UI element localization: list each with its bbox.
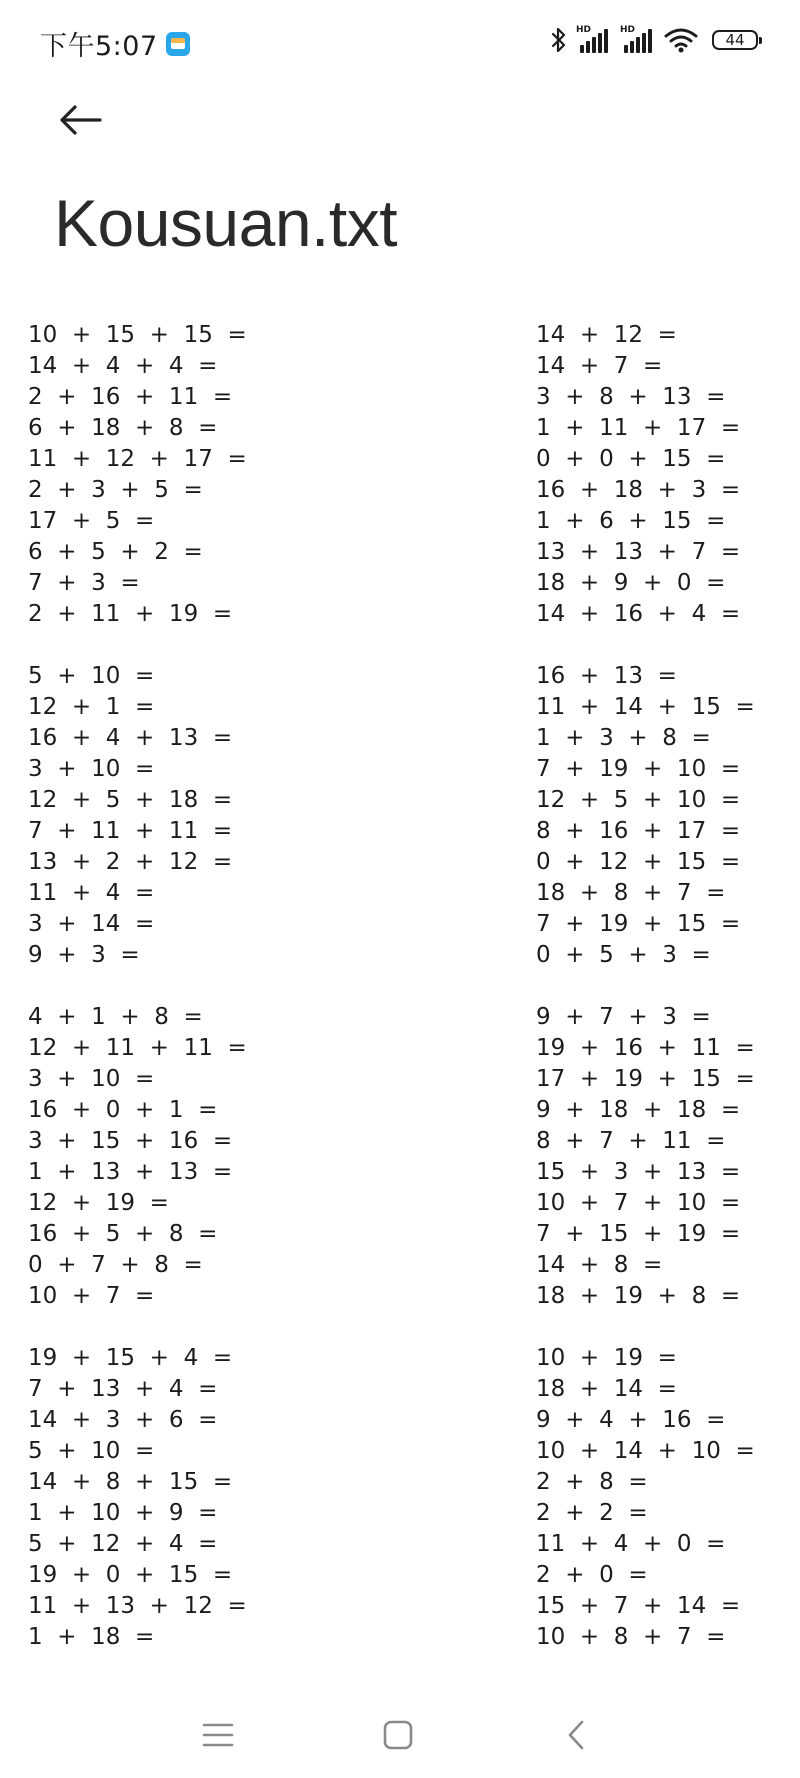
- menu-icon: [202, 1721, 234, 1749]
- problem-line: 16 + 4 + 13 =: [28, 725, 233, 751]
- wifi-icon: [664, 27, 698, 53]
- problem-line: 16 + 13 =: [536, 663, 677, 689]
- problem-line: 16 + 18 + 3 =: [536, 477, 741, 503]
- problem-line: 1 + 10 + 9 =: [28, 1500, 218, 1526]
- problem-line: 11 + 12 + 17 =: [28, 446, 247, 472]
- problem-line: 19 + 15 + 4 =: [28, 1345, 233, 1371]
- problem-line: 6 + 5 + 2 =: [28, 539, 203, 565]
- problem-line: 5 + 10 =: [28, 1438, 155, 1464]
- problem-line: 7 + 11 + 11 =: [28, 818, 233, 844]
- battery-icon: [712, 30, 758, 50]
- problem-line: 9 + 7 + 3 =: [536, 1004, 711, 1030]
- arrow-left-icon: [56, 102, 104, 138]
- blank-line: [28, 971, 247, 1002]
- bluetooth-icon: [550, 26, 568, 54]
- problem-line: 3 + 10 =: [28, 1066, 155, 1092]
- system-nav-bar: [0, 1690, 800, 1778]
- blank-line: [536, 630, 755, 661]
- problem-line: 15 + 7 + 14 =: [536, 1593, 741, 1619]
- problem-line: 10 + 7 + 10 =: [536, 1190, 741, 1216]
- problem-line: 18 + 19 + 8 =: [536, 1283, 741, 1309]
- problem-line: 14 + 12 =: [536, 322, 677, 348]
- problem-line: 12 + 5 + 10 =: [536, 787, 741, 813]
- problem-line: 13 + 2 + 12 =: [28, 849, 233, 875]
- problem-line: 2 + 8 =: [536, 1469, 648, 1495]
- menu-button[interactable]: [188, 1710, 248, 1760]
- problem-line: 1 + 6 + 15 =: [536, 508, 726, 534]
- home-icon: [383, 1720, 413, 1750]
- problem-line: 7 + 13 + 4 =: [28, 1376, 218, 1402]
- problem-line: 12 + 5 + 18 =: [28, 787, 233, 813]
- problem-line: 3 + 15 + 16 =: [28, 1128, 233, 1154]
- problem-line: 9 + 18 + 18 =: [536, 1097, 741, 1123]
- problem-line: 0 + 5 + 3 =: [536, 942, 711, 968]
- back-nav-icon: [565, 1719, 587, 1751]
- system-back-button[interactable]: [546, 1710, 606, 1760]
- problem-line: 13 + 13 + 7 =: [536, 539, 741, 565]
- problem-line: 8 + 7 + 11 =: [536, 1128, 726, 1154]
- problem-line: 12 + 19 =: [28, 1190, 169, 1216]
- problems-column-left: [28, 320, 247, 1653]
- problem-line: 14 + 8 + 15 =: [28, 1469, 233, 1495]
- status-icons: [550, 26, 758, 54]
- problem-line: 3 + 8 + 13 =: [536, 384, 726, 410]
- problem-line: 5 + 12 + 4 =: [28, 1531, 218, 1557]
- problem-line: 0 + 7 + 8 =: [28, 1252, 203, 1278]
- problem-line: 14 + 4 + 4 =: [28, 353, 218, 379]
- problem-line: 14 + 3 + 6 =: [28, 1407, 218, 1433]
- blank-line: [536, 971, 755, 1002]
- problem-line: 10 + 14 + 10 =: [536, 1438, 755, 1464]
- notification-app-icon: [166, 32, 190, 56]
- problem-line: 3 + 10 =: [28, 756, 155, 782]
- back-button[interactable]: [44, 90, 116, 150]
- problem-line: 10 + 15 + 15 =: [28, 322, 247, 348]
- problem-line: 14 + 7 =: [536, 353, 663, 379]
- problem-line: 9 + 4 + 16 =: [536, 1407, 726, 1433]
- problem-line: 2 + 11 + 19 =: [28, 601, 233, 627]
- signal-hd-label: HD: [576, 25, 592, 35]
- problem-line: 5 + 10 =: [28, 663, 155, 689]
- problem-line: 6 + 18 + 8 =: [28, 415, 218, 441]
- problem-line: 16 + 0 + 1 =: [28, 1097, 218, 1123]
- problem-line: 0 + 12 + 15 =: [536, 849, 741, 875]
- problem-line: 10 + 8 + 7 =: [536, 1624, 726, 1650]
- problem-line: 12 + 11 + 11 =: [28, 1035, 247, 1061]
- problem-line: 18 + 8 + 7 =: [536, 880, 726, 906]
- problem-line: 0 + 0 + 15 =: [536, 446, 726, 472]
- problem-line: 10 + 7 =: [28, 1283, 155, 1309]
- problems-column-right: [536, 320, 755, 1653]
- problem-line: 2 + 16 + 11 =: [28, 384, 233, 410]
- problem-line: 16 + 5 + 8 =: [28, 1221, 218, 1247]
- problem-line: 18 + 14 =: [536, 1376, 677, 1402]
- problem-line: 7 + 3 =: [28, 570, 140, 596]
- problem-line: 17 + 5 =: [28, 508, 155, 534]
- problem-line: 11 + 13 + 12 =: [28, 1593, 247, 1619]
- status-bar: [0, 0, 800, 80]
- problem-line: 14 + 16 + 4 =: [536, 601, 741, 627]
- problem-line: 7 + 19 + 15 =: [536, 911, 741, 937]
- problem-line: 7 + 15 + 19 =: [536, 1221, 741, 1247]
- clock-text: 下午5:07: [40, 31, 158, 62]
- problem-line: 19 + 0 + 15 =: [28, 1562, 233, 1588]
- problem-line: 2 + 0 =: [536, 1562, 648, 1588]
- problem-line: 2 + 3 + 5 =: [28, 477, 203, 503]
- problem-line: 11 + 4 + 0 =: [536, 1531, 726, 1557]
- problem-line: 7 + 19 + 10 =: [536, 756, 741, 782]
- status-time: [40, 24, 190, 63]
- problem-line: 3 + 14 =: [28, 911, 155, 937]
- problem-line: 1 + 3 + 8 =: [536, 725, 711, 751]
- problem-line: 2 + 2 =: [536, 1500, 648, 1526]
- problem-line: 1 + 13 + 13 =: [28, 1159, 233, 1185]
- problem-line: 11 + 14 + 15 =: [536, 694, 755, 720]
- problem-line: 8 + 16 + 17 =: [536, 818, 741, 844]
- blank-line: [28, 630, 247, 661]
- problem-line: 10 + 19 =: [536, 1345, 677, 1371]
- battery-level: 44: [725, 31, 745, 49]
- problem-line: 1 + 18 =: [28, 1624, 155, 1650]
- blank-line: [28, 1312, 247, 1343]
- home-button[interactable]: [368, 1710, 428, 1760]
- problem-line: 19 + 16 + 11 =: [536, 1035, 755, 1061]
- problem-line: 12 + 1 =: [28, 694, 155, 720]
- signal-icon: [620, 27, 656, 53]
- page-title: Kousuan.txt: [54, 186, 398, 260]
- problem-line: 9 + 3 =: [28, 942, 140, 968]
- problem-line: 18 + 9 + 0 =: [536, 570, 726, 596]
- problem-line: 1 + 11 + 17 =: [536, 415, 741, 441]
- problem-line: 14 + 8 =: [536, 1252, 663, 1278]
- problem-line: 4 + 1 + 8 =: [28, 1004, 203, 1030]
- signal-hd-label: HD: [620, 25, 636, 35]
- problem-line: 15 + 3 + 13 =: [536, 1159, 741, 1185]
- problem-line: 17 + 19 + 15 =: [536, 1066, 755, 1092]
- problem-line: 11 + 4 =: [28, 880, 155, 906]
- signal-icon: [576, 27, 612, 53]
- blank-line: [536, 1312, 755, 1343]
